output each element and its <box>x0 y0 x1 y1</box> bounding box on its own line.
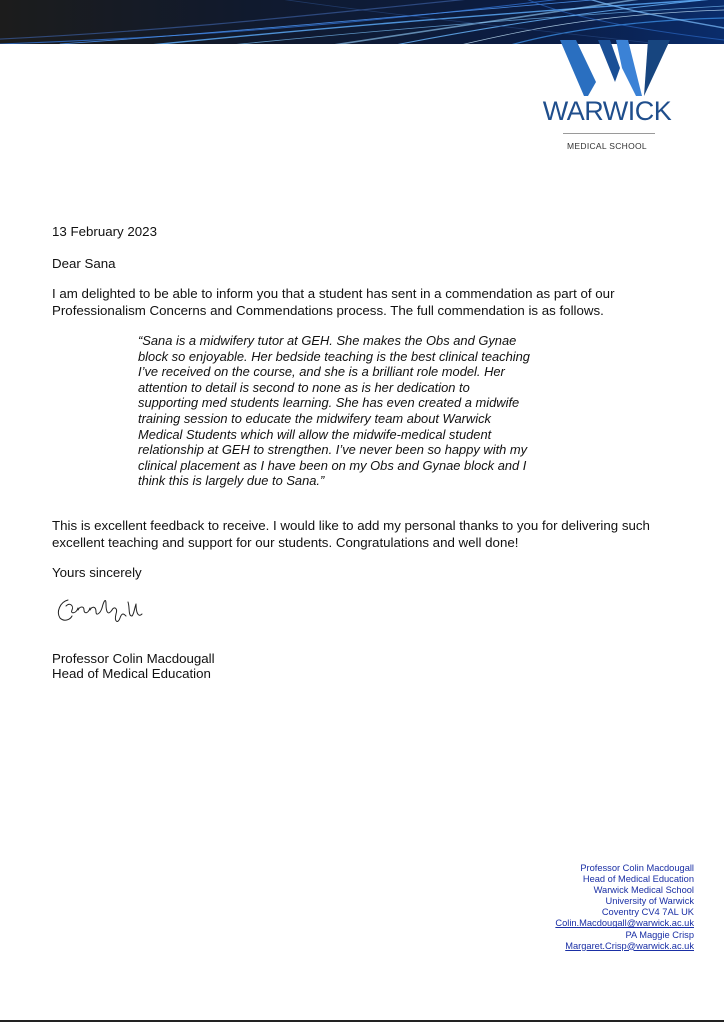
warwick-logo-mark <box>560 40 670 96</box>
brand-name: WARWICK <box>542 96 672 126</box>
contact-name: Professor Colin Macdougall <box>580 863 694 873</box>
header-banner <box>0 0 724 44</box>
contact-school: Warwick Medical School <box>593 885 694 896</box>
contact-pa: PA Maggie Crisp <box>625 929 694 940</box>
thanks-paragraph: This is excellent feedback to receive. I would like to add my personal thanks to you for delivering such excellent teaching and support for our students. Congratulations and well done! <box>52 518 650 550</box>
contact-role: Head of Medical Education <box>582 874 694 885</box>
contact-email-link[interactable]: Colin.Macdougall@warwick.ac.uk <box>555 918 694 929</box>
brand-subtitle: MEDICAL SCHOOL <box>567 141 647 151</box>
contact-university: University of Warwick <box>605 896 694 907</box>
contact-block <box>555 863 694 952</box>
pa-email-link[interactable]: Margaret.Crisp@warwick.ac.uk <box>565 940 694 951</box>
commendation-quote: “Sana is a midwifery tutor at GEH. She makes the Obs and Gynae block so enjoyable. Her bedside teaching is the best clinical teaching I’ve received on the course, and she is a brilliant role model. Her attention to detail is second to none as is her dedication to supporting med students learning. She has even created a midwife training session to educate the midwifery team about Warwick Medical Students which will allow the midwife-medical student relationship at GEH to strengthen. I’ve never been so happy with my clinical placement as I have been on my Obs and Gynae block and I think this is largely due to Sana.” <box>138 333 530 489</box>
logo-divider <box>563 133 655 134</box>
contact-address: Coventry CV4 7AL UK <box>601 907 694 918</box>
intro-paragraph: I am delighted to be able to inform you that a student has sent in a commendation as part of our Professionalism Concerns and Commendations process. The full commendation is as follows. <box>52 286 615 318</box>
page-bottom-border <box>0 1020 724 1022</box>
banner-graphic <box>0 0 724 44</box>
letter-date: 13 February 2023 <box>52 224 157 239</box>
salutation: Dear Sana <box>52 256 116 271</box>
closing: Yours sincerely <box>52 565 142 580</box>
signatory-role: Head of Medical Education <box>52 666 211 681</box>
handwritten-signature <box>54 592 150 630</box>
signatory-name: Professor Colin Macdougall <box>52 651 215 666</box>
